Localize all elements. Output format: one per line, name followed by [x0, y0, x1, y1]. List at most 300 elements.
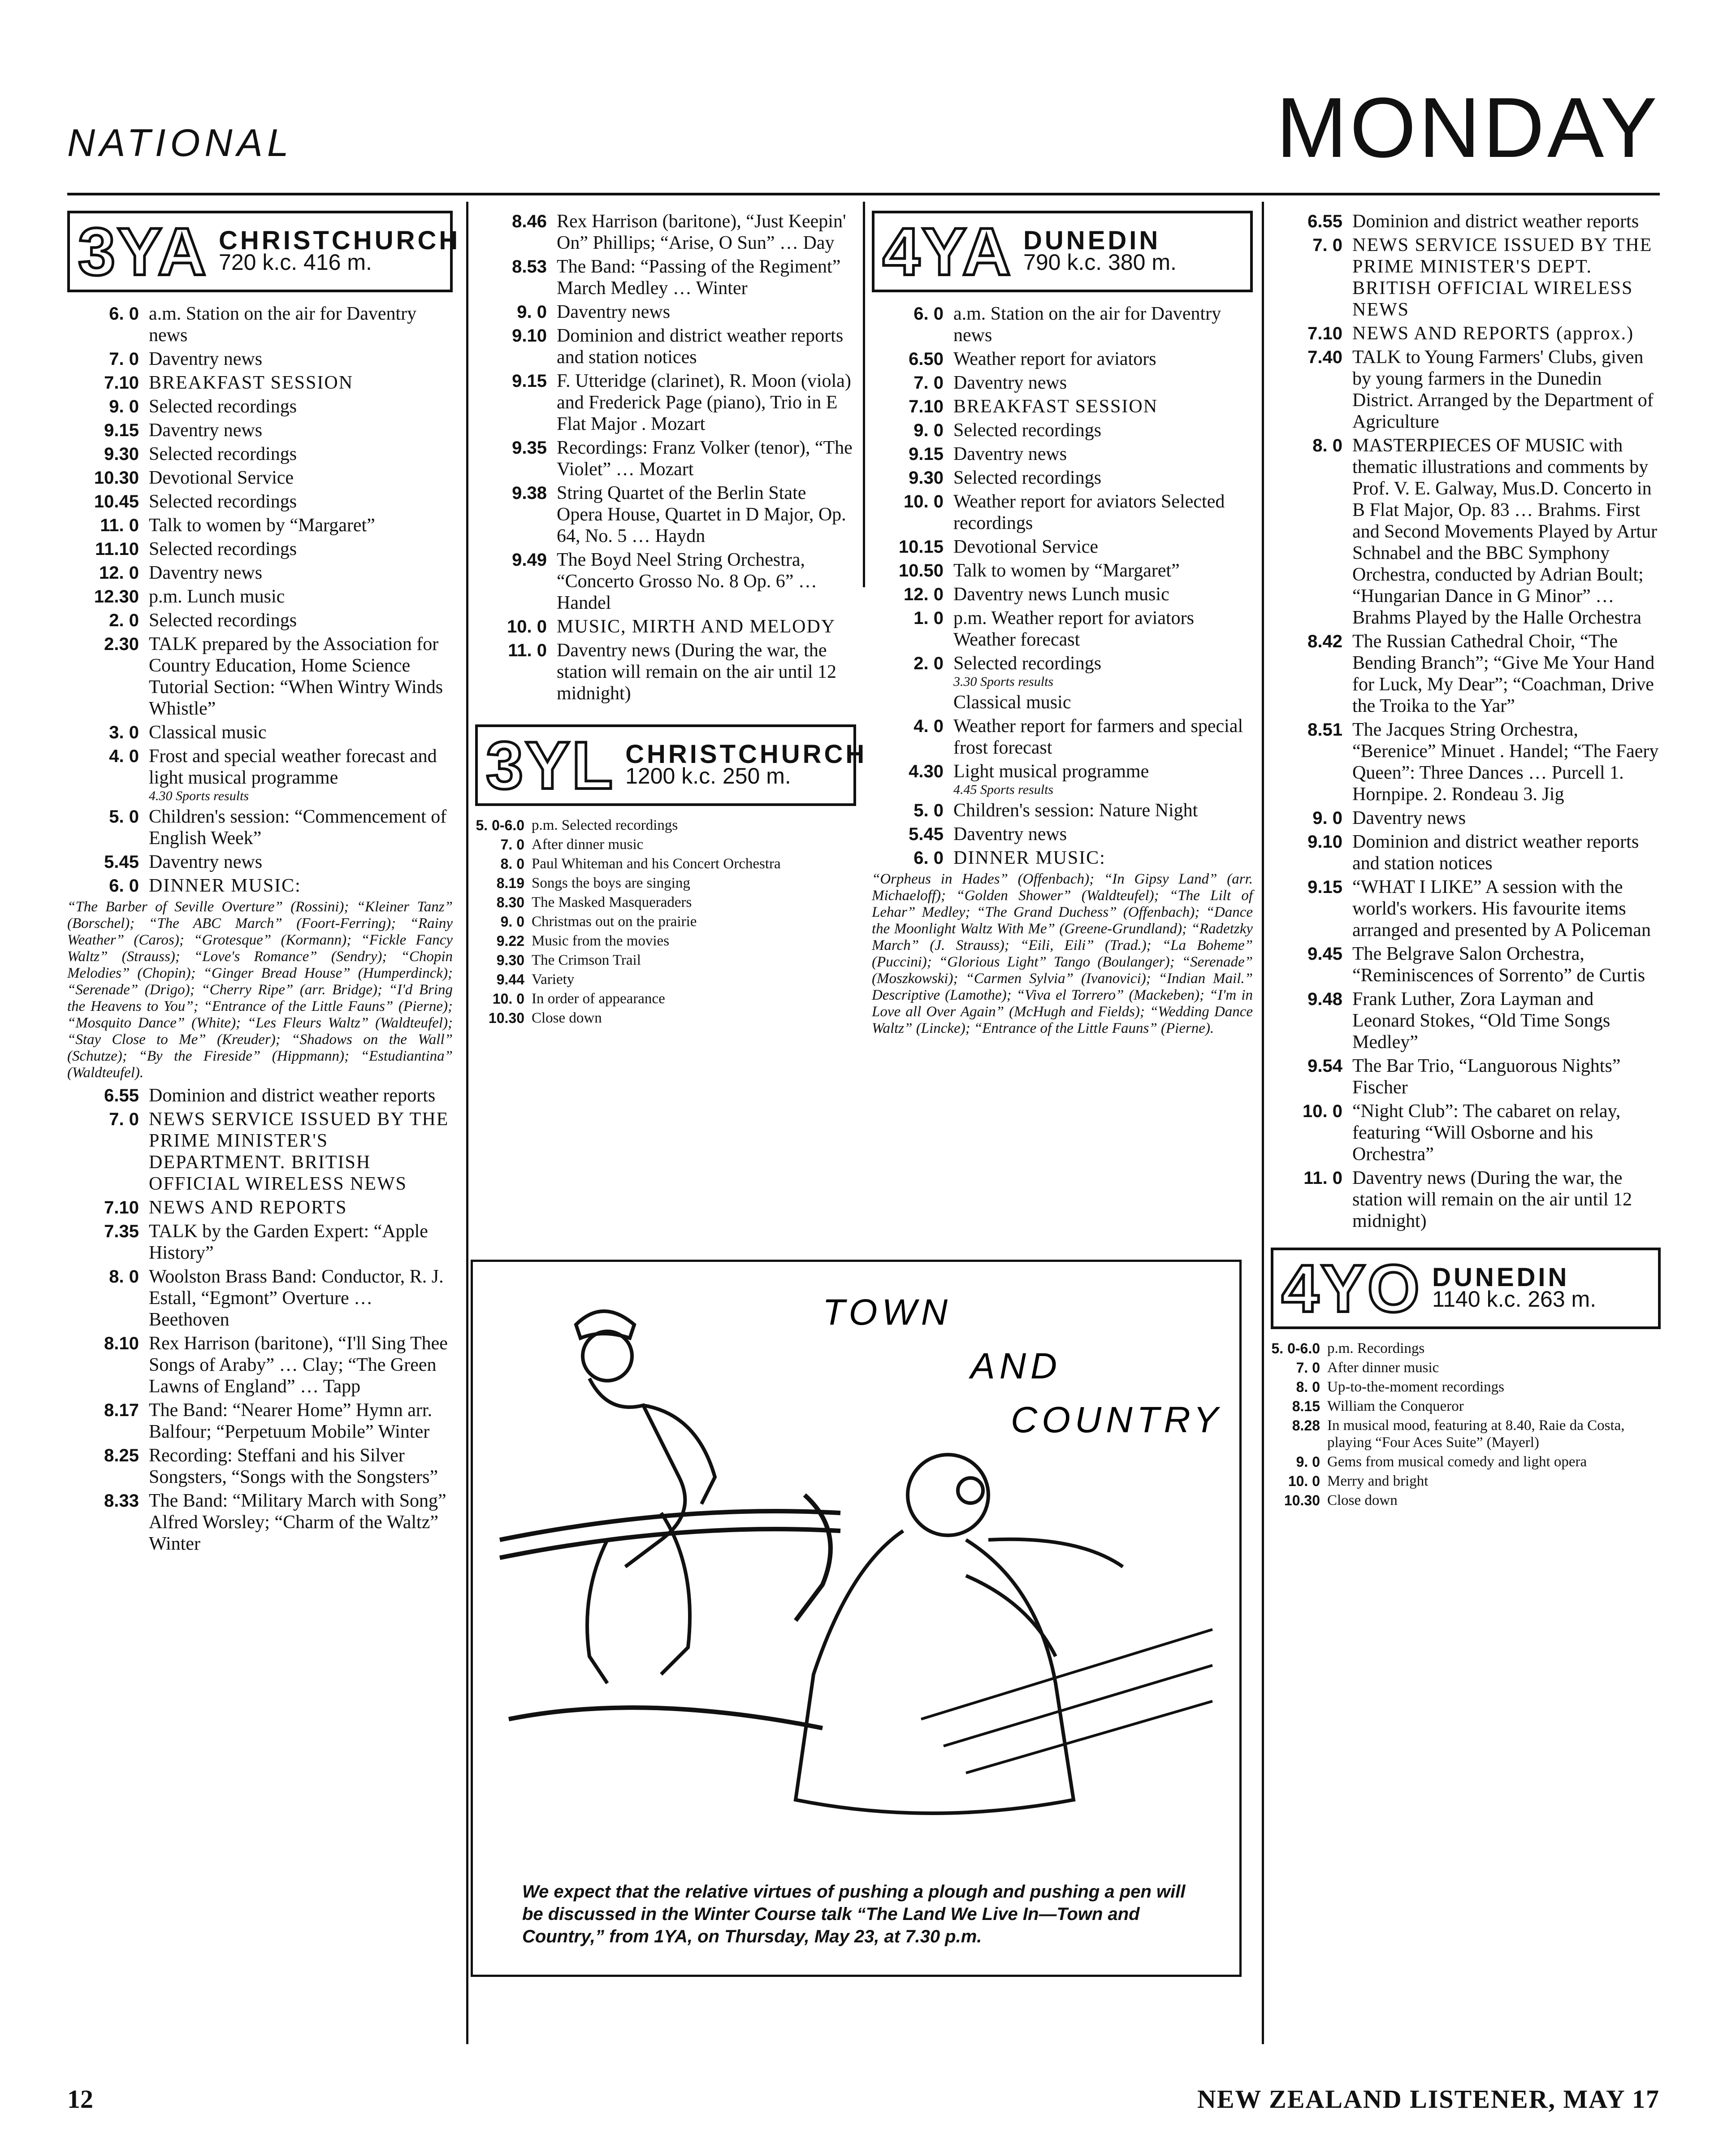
entry-time: 6. 0 [109, 304, 139, 324]
station-header [475, 724, 867, 806]
station-info [1432, 1263, 1597, 1312]
schedule-entry [67, 1085, 453, 1106]
entry-time: 9.10 [512, 326, 547, 346]
cartoon-panel [471, 1260, 1242, 1977]
entry-time: 9.45 [1307, 944, 1342, 964]
entry-description [532, 1010, 856, 1027]
entry-time: 2. 0 [109, 611, 139, 630]
entry-time: 10. 0 [1288, 1473, 1320, 1489]
entry-description [149, 515, 453, 536]
schedule-entry [475, 211, 856, 254]
entry-text: p.m. Lunch music [149, 586, 285, 607]
entry-text: DINNER MUSIC: [149, 875, 301, 896]
schedule-entry [1271, 1340, 1661, 1357]
entry-text: Merry and bright [1327, 1473, 1429, 1489]
schedule-entry [67, 420, 453, 441]
entry-text: TALK by the Garden Expert: “Apple History” [149, 1221, 428, 1263]
entry-time: 7.40 [1307, 347, 1342, 367]
entry-time: 7. 0 [109, 1109, 139, 1129]
secondary-schedule [1271, 1340, 1661, 1509]
entry-description [1327, 1398, 1661, 1415]
entry-text: Recordings: Franz Volker (tenor), “The Violet” … Mozart [557, 438, 853, 480]
schedule-entry [67, 562, 453, 584]
schedule-entry [67, 1109, 453, 1195]
entry-text: After dinner music [532, 836, 644, 853]
entry-time: 7.10 [1307, 324, 1342, 343]
entry-text: Dominion and district weather reports and station notices [557, 325, 844, 368]
schedule-entry [1271, 1453, 1661, 1470]
station-logo: 4YO [1281, 1251, 1422, 1326]
entry-text: Weather report for farmers and special frost forecast [953, 716, 1243, 758]
entry-description [149, 1266, 453, 1330]
entry-time: 4. 0 [109, 746, 139, 766]
entry-time: 7.10 [104, 1198, 139, 1218]
entry-description [557, 211, 856, 254]
entry-time: 9.54 [1307, 1056, 1342, 1076]
entry-time: 5.45 [104, 852, 139, 872]
entry-description [149, 851, 453, 873]
entry-time: 7. 0 [1296, 1360, 1320, 1376]
entry-time: 9. 0 [500, 914, 524, 930]
entry-text: Up-to-the-moment recordings [1327, 1379, 1504, 1395]
entry-description [149, 348, 453, 370]
entry-description [1352, 1101, 1661, 1165]
schedule-entry [67, 515, 453, 536]
entry-description [1352, 831, 1661, 874]
schedule-entry [67, 1400, 453, 1443]
entry-time: 9.22 [496, 933, 524, 949]
entry-text: BREAKFAST SESSION [149, 373, 354, 393]
schedule-entry [872, 536, 1253, 558]
entry-text: Rex Harrison (baritone), “I'll Sing Thee Songs of Araby” … Clay; “The Green Lawns of England” … Tapp [149, 1333, 448, 1397]
column-divider [466, 202, 468, 2044]
cartoon-caption: We expect that the relative virtues of pushing a plough and pushing a pen will be discussed in the Winter Course talk “The Land We Live In—Town and Country,” from 1YA, on Thursday, May 23, at 7.30 p.m. [522, 1882, 1186, 1946]
schedule-entry [1271, 807, 1661, 829]
entry-description [149, 1221, 453, 1264]
schedule-list [475, 211, 856, 704]
entry-text: Daventry news [149, 349, 263, 369]
entry-description [953, 653, 1253, 689]
schedule-entry [67, 443, 453, 465]
entry-description [557, 437, 856, 480]
entry-description [149, 562, 453, 584]
entry-description [557, 616, 856, 637]
column-2 [475, 211, 867, 1029]
entry-text: Daventry news [557, 302, 671, 322]
entry-text: Songs the boys are singing [532, 875, 690, 891]
entry-description [1352, 1167, 1661, 1232]
schedule-list [1271, 211, 1661, 1232]
entry-text: The Bar Trio, “Languorous Nights” Fischer [1352, 1056, 1621, 1098]
station-logo: 4YA [883, 214, 1013, 289]
entry-time: 4. 0 [913, 716, 944, 736]
entry-text: MASTERPIECES OF MUSIC with thematic illustrations and comments by Prof. V. E. Galway, Mus.D. Concerto in B Flat Major, Op. 83 … Brahms. First and Second Movements Played by Artur Schnabel and the BBC Symphony Orchestra, conducted by Adrian Boult; “Hungarian Dance in G Minor” … Brahms Played by the Halle Orchestra [1352, 435, 1658, 628]
entry-description [557, 549, 856, 614]
entry-time: 9.15 [104, 420, 139, 440]
schedule-entry [67, 467, 453, 489]
entry-time: 9.15 [1307, 877, 1342, 897]
entry-description [953, 847, 1253, 869]
entry-description [149, 1109, 453, 1195]
entry-text: The Masked Masqueraders [532, 894, 692, 910]
entry-text: Selected recordings [953, 653, 1102, 674]
entry-time: 8.53 [512, 257, 547, 277]
station-frequency: 790 k.c. 380 m. [1023, 250, 1177, 275]
entry-time: 9.49 [512, 550, 547, 570]
entry-text: p.m. Selected recordings [532, 817, 678, 833]
entry-time: 9.30 [104, 444, 139, 464]
entry-text: Variety [532, 971, 575, 988]
entry-time: 9.30 [909, 468, 944, 488]
entry-description [532, 932, 856, 949]
schedule-entry [1271, 831, 1661, 874]
entry-description [953, 560, 1253, 581]
entry-time: 10. 0 [492, 991, 524, 1007]
schedule-entry [872, 348, 1253, 370]
cartoon-title-2: AND [970, 1346, 1062, 1387]
entry-description [149, 443, 453, 465]
entry-description [149, 1490, 453, 1555]
entry-time: 8.33 [104, 1491, 139, 1511]
station-city: CHRISTCHURCH [219, 226, 461, 255]
entry-description [532, 894, 856, 911]
entry-time: 9.15 [512, 371, 547, 391]
entry-time: 2.30 [104, 634, 139, 654]
schedule-entry [1271, 1417, 1661, 1451]
entry-description [557, 640, 856, 704]
page-number: 12 [67, 2084, 93, 2114]
entry-description [149, 722, 453, 743]
entry-text: Close down [532, 1010, 602, 1026]
schedule-entry [67, 1333, 453, 1397]
entry-description [1352, 211, 1661, 232]
schedule-entry [1271, 1101, 1661, 1165]
station-frequency: 720 k.c. 416 m. [219, 250, 372, 275]
entry-time: 7.10 [104, 373, 139, 393]
schedule-entry [475, 256, 856, 299]
entry-time: 7. 0 [1312, 235, 1342, 255]
entry-description [149, 806, 453, 849]
entry-time: 12.30 [94, 587, 139, 607]
entry-text: Talk to women by “Margaret” [953, 560, 1180, 581]
entry-description [953, 443, 1253, 465]
entry-note: 3.30 Sports results [953, 674, 1054, 689]
station-info [219, 226, 461, 275]
header-rule [67, 193, 1660, 195]
column-divider [1262, 202, 1264, 2044]
entry-text: TALK prepared by the Association for Country Education, Home Science Tutorial Section: “When Wintry Winds Whistle” [149, 634, 443, 719]
entry-description [532, 990, 856, 1007]
entry-description [149, 633, 453, 719]
entry-description [1327, 1378, 1661, 1395]
entry-text: Daventry news (During the war, the station will remain on the air until 12 midnight) [1352, 1168, 1632, 1231]
station-frequency: 1200 k.c. 250 m. [625, 763, 791, 789]
schedule-entry [872, 607, 1253, 650]
entry-text: Selected recordings [149, 444, 297, 464]
entry-description [532, 855, 856, 872]
entry-text: “Night Club”: The cabaret on relay, featuring “Will Osborne and his Orchestra” [1352, 1101, 1621, 1165]
entry-time: 11. 0 [1303, 1168, 1342, 1188]
entry-text: p.m. Weather report for aviators Weather forecast [953, 608, 1194, 650]
entry-time: 10. 0 [507, 617, 547, 637]
schedule-entry [475, 1010, 856, 1027]
entry-description [953, 491, 1253, 534]
entry-text: Recording: Steffani and his Silver Songsters, “Songs with the Songsters” [149, 1445, 438, 1487]
entry-text: Dominion and district weather reports [149, 1085, 436, 1106]
entry-description [953, 372, 1253, 394]
station-logo: 3YA [78, 214, 208, 289]
entry-time: 9. 0 [913, 420, 944, 440]
entry-time: 9.15 [909, 444, 944, 464]
entry-time: 8.46 [512, 212, 547, 231]
entry-text: Daventry news Lunch music [953, 584, 1169, 605]
entry-text: String Quartet of the Berlin State Opera House, Quartet in D Major, Op. 64, No. 5 … Haydn [557, 483, 846, 546]
entry-description [532, 817, 856, 834]
schedule-entry [475, 549, 856, 614]
entry-text: Selected recordings [149, 539, 297, 559]
schedule-entry [872, 491, 1253, 534]
entry-time: 9.30 [496, 952, 524, 968]
station-city: CHRISTCHURCH [625, 740, 867, 769]
entry-text: NEWS AND REPORTS [149, 1197, 347, 1218]
entry-text: Classical music [953, 692, 1071, 713]
entry-text: Close down [1327, 1492, 1398, 1508]
entry-description [1352, 988, 1661, 1053]
entry-description [557, 482, 856, 547]
schedule-entry [67, 875, 453, 897]
schedule-entry [1271, 1055, 1661, 1098]
entry-time: 8.28 [1292, 1417, 1320, 1434]
schedule-entry [872, 692, 1253, 713]
entry-text: Selected recordings [149, 610, 297, 631]
schedule-entry [67, 303, 453, 346]
entry-text: Paul Whiteman and his Concert Orchestra [532, 856, 781, 872]
entry-description [532, 836, 856, 853]
schedule-entry [475, 370, 856, 435]
entry-time: 8. 0 [1296, 1379, 1320, 1395]
entry-text: Rex Harrison (baritone), “Just Keepin' On” Phillips; “Arise, O Sun” … Day [557, 211, 846, 253]
schedule-entry [872, 420, 1253, 441]
entry-description [953, 420, 1253, 441]
entry-description [149, 538, 453, 560]
entry-time: 4.30 [909, 762, 944, 781]
schedule-entry [1271, 1378, 1661, 1395]
schedule-entry [475, 836, 856, 853]
entry-time: 11.10 [95, 539, 139, 559]
entry-text: Children's session: Nature Night [953, 800, 1198, 821]
entry-time: 9. 0 [1312, 808, 1342, 828]
entry-description [149, 1445, 453, 1488]
entry-note: 4.30 Sports results [149, 789, 249, 803]
entry-note: 4.45 Sports results [953, 782, 1054, 797]
station-city: DUNEDIN [1432, 1263, 1570, 1292]
entry-time: 7.10 [909, 397, 944, 416]
publication-footer: NEW ZEALAND LISTENER, MAY 17 [1197, 2084, 1660, 2114]
entry-description [149, 491, 453, 512]
schedule-entry [475, 952, 856, 969]
column-1 [67, 211, 461, 1557]
entry-description [953, 536, 1253, 558]
entry-description [149, 745, 453, 804]
entry-description [953, 396, 1253, 417]
schedule-entry [872, 396, 1253, 417]
entry-time: 10. 0 [1303, 1101, 1342, 1121]
schedule-entry [67, 538, 453, 560]
schedule-entry [67, 806, 453, 849]
entry-text: Daventry news [953, 824, 1067, 845]
entry-time: 6.55 [1307, 212, 1342, 231]
entry-description [1352, 323, 1661, 344]
entry-text: The Boyd Neel String Orchestra, “Concerto Grosso No. 8 Op. 6” … Handel [557, 550, 817, 613]
entry-text: Daventry news [953, 444, 1067, 464]
section-label: NATIONAL [67, 121, 293, 165]
entry-text: Children's session: “Commencement of English Week” [149, 806, 447, 849]
entry-time: 3. 0 [109, 723, 139, 742]
schedule-entry [67, 1197, 453, 1218]
entry-time: 8.15 [1292, 1398, 1320, 1414]
entry-description [557, 256, 856, 299]
entry-description [953, 715, 1253, 758]
entry-time: 10.50 [898, 561, 944, 581]
entry-description [1352, 234, 1661, 321]
schedule-entry [872, 761, 1253, 797]
entry-description [1352, 807, 1661, 829]
entry-text: NEWS SERVICE ISSUED BY THE PRIME MINISTER'S DEPT. BRITISH OFFICIAL WIRELESS NEWS [1352, 235, 1653, 320]
entry-time: 6. 0 [913, 304, 944, 324]
schedule-entry [475, 301, 856, 323]
entry-description [953, 607, 1253, 650]
schedule-entry [872, 560, 1253, 581]
schedule-list [67, 1085, 453, 1555]
entry-text: The Belgrave Salon Orchestra, “Reminiscences of Sorrento” de Curtis [1352, 944, 1645, 986]
entry-text: MUSIC, MIRTH AND MELODY [557, 616, 836, 637]
entry-time: 8.51 [1307, 720, 1342, 740]
entry-description [953, 584, 1253, 605]
schedule-entry [67, 633, 453, 719]
entry-text: The Jacques String Orchestra, “Berenice” Minuet . Handel; “The Faery Queen”: Three Dances … Purcell 1. Hornpipe. 2. Rondeau 3. Jig [1352, 719, 1659, 805]
entry-description [149, 875, 453, 897]
dinner-music-list: “Orpheus in Hades” (Offenbach); “In Gipsy Land” (arr. Michaeloff); “Golden Shower” (Waldteufel); “The Lilt of Lehar” Medley; “The Grand Duchess” (Offenbach); “Dance the Moonlight Waltz With Me” (Greene-Grundland); “Radetzky March” (J. Strauss); “Eili, Eili” (Trad.); “La Boheme” (Puccini); “Glorious Light” Tango (Boulanger); “Serenade” (Moszkowski); “Carmen Sylvia” (Ivanovici); “Indian Mail.” Descriptive (Lamothe); “Viva el Torrero” (Mackeben); “I'm in Love all Over Again” (McHugh and Fields); “Wedding Dance Waltz” (Lincke); “Entrance of the Little Fauns” (Pierne). [872, 871, 1253, 1036]
station-header [1271, 1248, 1661, 1329]
entry-text: Weather report for aviators [953, 349, 1156, 369]
entry-text: Music from the movies [532, 933, 670, 949]
entry-text: The Band: “Nearer Home” Hymn arr. Balfour; “Perpetuum Mobile” Winter [149, 1400, 433, 1442]
entry-time: 8.25 [104, 1446, 139, 1465]
entry-text: Daventry news [149, 563, 263, 583]
entry-time: 12. 0 [904, 585, 944, 604]
schedule-entry [67, 491, 453, 512]
schedule-entry [872, 715, 1253, 758]
entry-time: 8.42 [1307, 632, 1342, 651]
entry-time: 5. 0-6.0 [476, 817, 524, 833]
schedule-entry [872, 823, 1253, 845]
schedule-entry [475, 990, 856, 1007]
schedule-entry [1271, 234, 1661, 321]
entry-description [532, 875, 856, 892]
entry-description [953, 823, 1253, 845]
entry-description [149, 467, 453, 489]
entry-time: 7. 0 [109, 349, 139, 369]
entry-description [149, 1400, 453, 1443]
entry-time: 10.30 [488, 1010, 524, 1026]
schedule-entry [1271, 876, 1661, 941]
schedule-entry [872, 467, 1253, 489]
column-3 [872, 211, 1253, 1040]
schedule-entry [475, 437, 856, 480]
schedule-entry [1271, 631, 1661, 717]
station-header [872, 211, 1253, 292]
spacer [475, 706, 856, 724]
schedule-entry [475, 875, 856, 892]
secondary-schedule [475, 817, 856, 1027]
schedule-entry [1271, 435, 1661, 628]
entry-description [953, 800, 1253, 821]
entry-description [149, 1085, 453, 1106]
entry-text: Devotional Service [149, 468, 294, 488]
entry-time: 9.35 [512, 438, 547, 458]
entry-text: Frank Luther, Zora Layman and Leonard Stokes, “Old Time Songs Medley” [1352, 989, 1610, 1053]
schedule-entry [67, 396, 453, 417]
station-frequency: 1140 k.c. 263 m. [1432, 1287, 1597, 1312]
entry-text: Classical music [149, 722, 267, 743]
entry-description [1327, 1492, 1661, 1509]
schedule-entry [67, 745, 453, 804]
schedule-entry [475, 932, 856, 949]
schedule-entry [1271, 943, 1661, 986]
entry-description [557, 370, 856, 435]
entry-time: 7.35 [104, 1222, 139, 1241]
entry-description [953, 348, 1253, 370]
station-header [67, 211, 461, 292]
entry-text: The Crimson Trail [532, 952, 641, 968]
farmer-figure [576, 1311, 715, 1683]
entry-text: Daventry news (During the war, the station will remain on the air until 12 midnight) [557, 640, 837, 704]
schedule-entry [67, 348, 453, 370]
schedule-entry [475, 817, 856, 834]
entry-time: 5.45 [909, 824, 944, 844]
station-info [1023, 226, 1177, 275]
entry-text: Light musical programme [953, 761, 1149, 782]
schedule-entry [872, 584, 1253, 605]
entry-description [1327, 1473, 1661, 1490]
entry-text: Talk to women by “Margaret” [149, 515, 375, 536]
entry-text: a.m. Station on the air for Daventry news [953, 303, 1221, 346]
entry-text: The Russian Cathedral Choir, “The Bending Branch”; “Give Me Your Hand for Luck, My Dear”; “Coachman, Drive the Troika to the Yar” [1352, 631, 1655, 716]
entry-time: 9. 0 [109, 397, 139, 416]
entry-time: 8. 0 [1312, 436, 1342, 455]
station-city: DUNEDIN [1023, 226, 1161, 255]
entry-text: In musical mood, featuring at 8.40, Raie da Costa, playing “Four Aces Suite” (Mayerl) [1327, 1417, 1625, 1451]
entry-description [149, 586, 453, 607]
schedule-entry [1271, 347, 1661, 433]
entry-time: 8. 0 [109, 1267, 139, 1287]
entry-time: 7. 0 [913, 373, 944, 393]
entry-time: 10. 0 [904, 492, 944, 511]
schedule-entry [1271, 719, 1661, 805]
entry-time: 8.30 [496, 894, 524, 910]
entry-time: 6. 0 [913, 848, 944, 868]
entry-description [532, 971, 856, 988]
schedule-entry [67, 1445, 453, 1488]
entry-description [149, 303, 453, 346]
schedule-entry [67, 1490, 453, 1555]
entry-text: “WHAT I LIKE” A session with the world's workers. His favourite items arranged and presented by A Policeman [1352, 877, 1651, 940]
entry-time: 10.15 [898, 537, 944, 557]
entry-text: NEWS SERVICE ISSUED BY THE PRIME MINISTER'S DEPARTMENT. BRITISH OFFICIAL WIRELESS NEWS [149, 1109, 449, 1194]
schedule-entry [67, 610, 453, 631]
entry-time: 8.19 [496, 875, 524, 891]
entry-time: 8. 0 [500, 856, 524, 872]
